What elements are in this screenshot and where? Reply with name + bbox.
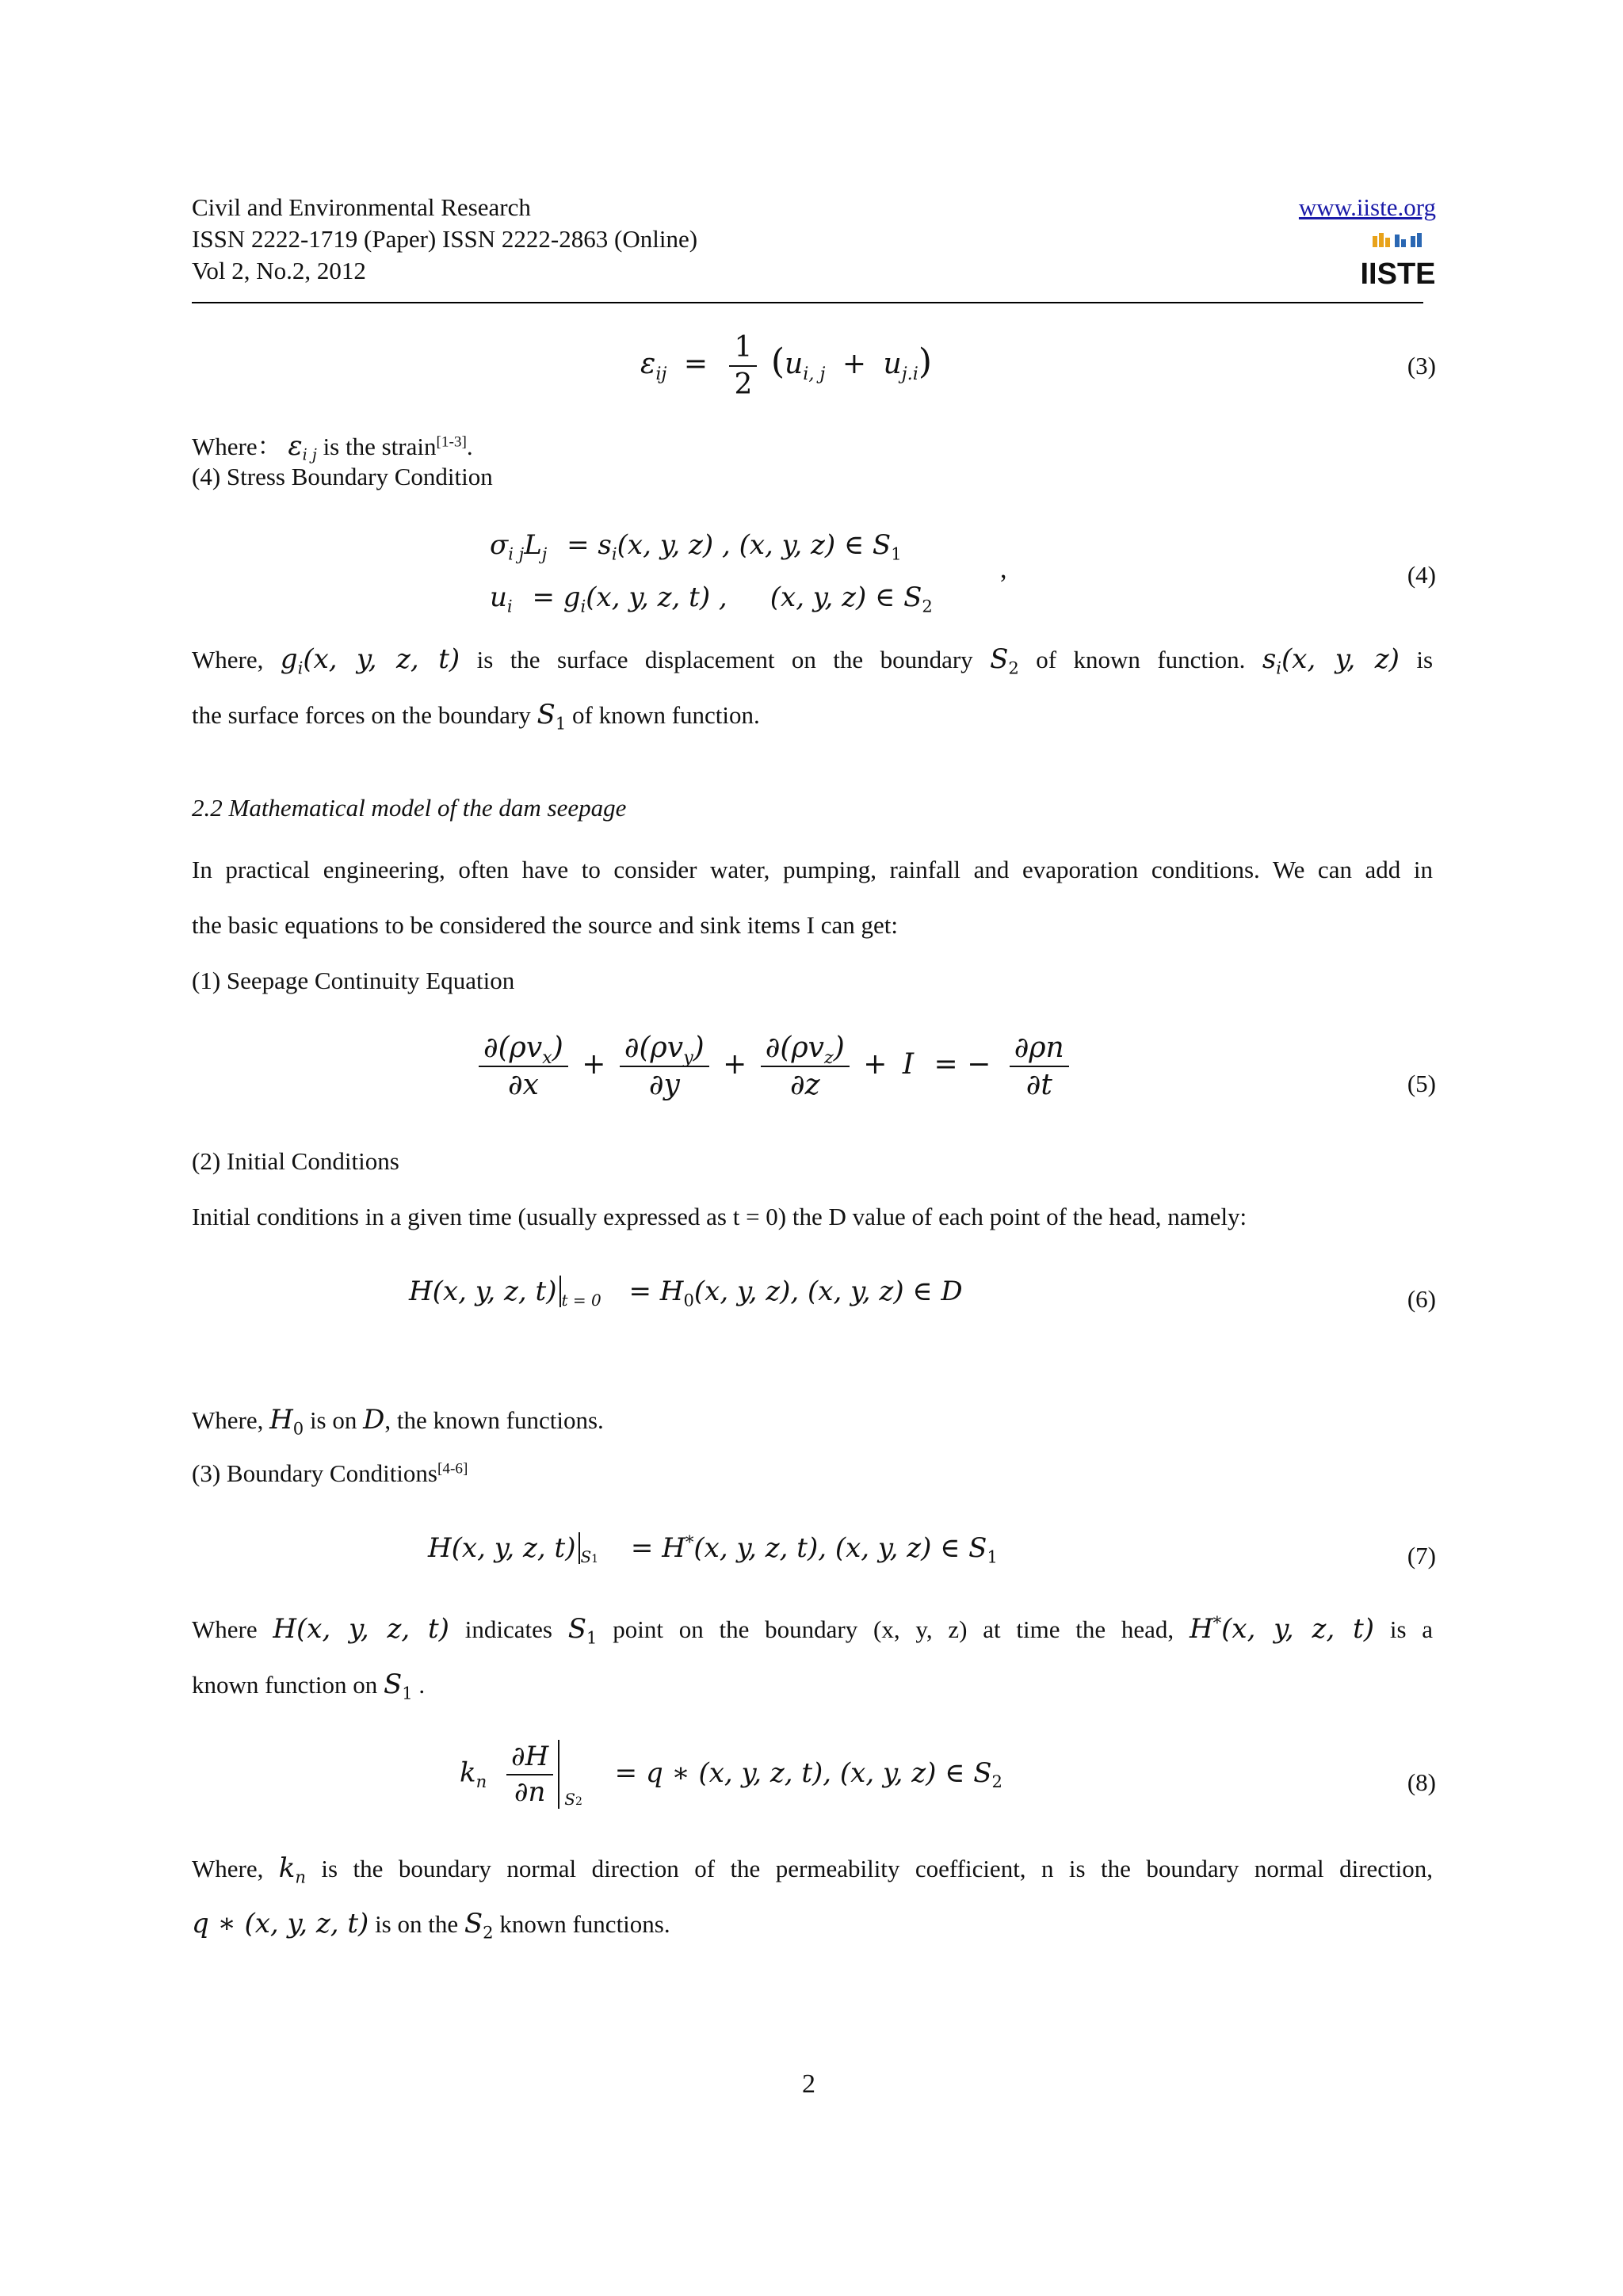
equation-5: $\frac{\partial(\rho v_x)}{\partial x}$ + $\frac{\partial(\rho v_y)}{\partial y}$ + $\frac{\partial(\rho v_z)}{\partial z}$ + I = − $\frac{\partial\rho n}{\partial t}$ — [474, 1030, 1074, 1103]
equation-number-7: (7) — [1407, 1542, 1436, 1569]
journal-title: Civil and Environmental Research — [192, 193, 531, 221]
section-2-2-heading: 2.2 Mathematical model of the dam seepage — [192, 794, 627, 822]
equation-4-row-2: $u_i = g_i(x$, y, z, t) , (x, y, z) ∈ $S_2$ — [490, 582, 933, 616]
initial-conditions-heading: (2) Initial Conditions — [192, 1147, 399, 1175]
page-number: 2 — [802, 2069, 815, 2099]
equation-3: $\varepsilon_{ij}$ = $\frac{1}{2}$ $(u_{i, j} + u_{j.i})$ — [640, 331, 933, 401]
initial-conditions-description: Initial conditions in a given time (usually expressed as t = 0) the D value of each point of the head, namely: — [192, 1203, 1247, 1230]
displacement-paragraph-line-1: Where, $g_i(x$, y, z, t) is the surface displacement on the boundary $S_2$ of known function. $s_i(x$, y, z) is — [192, 643, 1434, 678]
journal-url-link[interactable]: www.iiste.org — [1298, 193, 1436, 221]
h0-definition: Where, $H_0$ is on D, the known functions. — [192, 1404, 604, 1439]
seepage-continuity-heading: (1) Seepage Continuity Equation — [192, 967, 515, 994]
equation-number-6: (6) — [1407, 1285, 1436, 1313]
boundary-conditions-heading: (3) Boundary Conditions[4-6] — [192, 1459, 468, 1487]
head-paragraph-line-2: known function on $S_1$ . — [192, 1669, 426, 1703]
journal-volume: Vol 2, No.2, 2012 — [192, 257, 366, 284]
equation-4-row-1: $\sigma_{i j}L_j = s_i(x$, y, z) , (x, y, z) ∈ $S_1$ — [490, 529, 902, 564]
equation-number-8: (8) — [1407, 1768, 1436, 1796]
equation-number-4: (4) — [1407, 561, 1436, 589]
equation-number-5: (5) — [1407, 1070, 1436, 1097]
journal-issn: ISSN 2222-1719 (Paper) ISSN 2222-2863 (Online) — [192, 225, 698, 253]
equation-8: $k_n$ $\frac{\partial H}{\partial n}$ $_{S2}$ = q ∗ (x, y, z, t), (x, y, z) ∈ $S_2$ — [460, 1741, 1002, 1809]
equation-4-comma: , — [1000, 555, 1007, 584]
displacement-paragraph-line-2: the surface forces on the boundary $S_1$ of known function. — [192, 699, 760, 734]
equation-6: H(x, y, z, t) $_{t = 0} = H_0(x$, y, z), (x, y, z) ∈ D — [409, 1276, 963, 1310]
strain-definition: Where： $\varepsilon_{i j}$ is the strain[1-3]. — [192, 430, 473, 464]
permeability-paragraph-line-1: Where, $k_n$ is the boundary normal direction of the permeability coefficient, n is the boundary normal direction, — [192, 1852, 1434, 1887]
iiste-logo-icon — [1360, 231, 1436, 291]
practical-paragraph-line-1: In practical engineering, often have to consider water, pumping, rainfall and evaporation conditions. We can add in — [192, 856, 1433, 883]
svg-text:IISTE: IISTE — [1360, 257, 1436, 291]
head-paragraph-line-1: Where H(x, y, z, t) indicates $S_1$ point on the boundary (x, y, z) at time the head, H*(x, y, z, t) is a — [192, 1612, 1434, 1648]
permeability-paragraph-line-2: q ∗ (x, y, z, t) is on the $S_2$ known functions. — [192, 1908, 670, 1943]
stress-boundary-heading: (4) Stress Boundary Condition — [192, 463, 493, 490]
header-rule — [192, 302, 1423, 303]
equation-7: H(x, y, z, t) $_{S1}$ = H*(x, y, z, t), (x, y, z) ∈ $S_1$ — [428, 1531, 998, 1567]
equation-number-3: (3) — [1407, 352, 1436, 379]
iiste-logo — [1360, 231, 1436, 291]
practical-paragraph-line-2: the basic equations to be considered the source and sink items I can get: — [192, 911, 898, 939]
